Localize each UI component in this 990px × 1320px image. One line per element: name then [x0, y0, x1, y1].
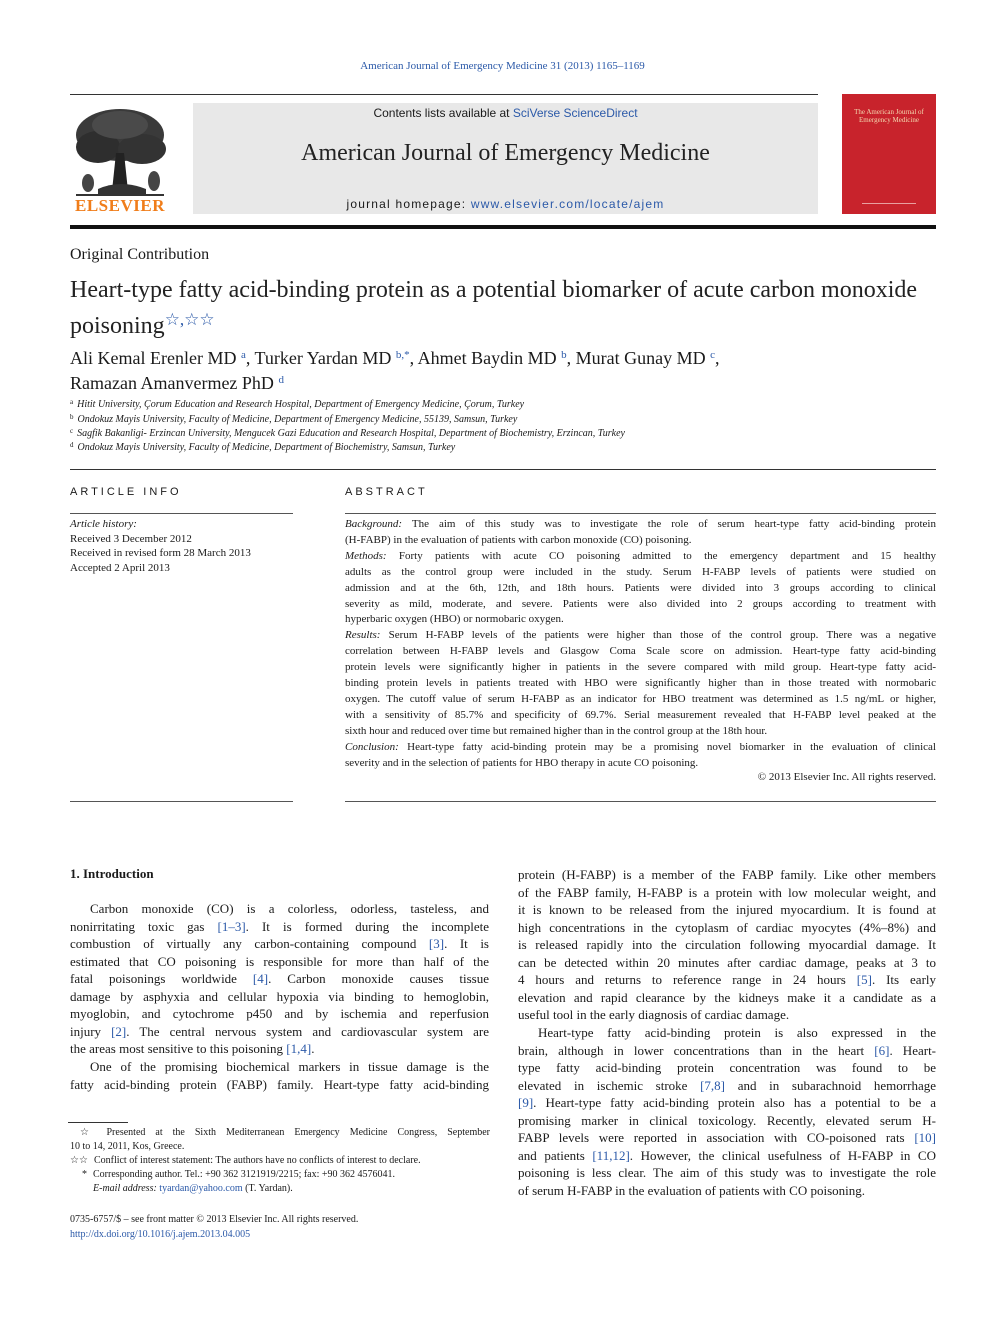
body-text: nonirritating toxic gas	[70, 918, 218, 934]
abstract-line-text: correlation between H-FABP levels and Glasgow Coma Scale score on admission. Heart-type fatty acid-binding	[345, 645, 936, 658]
body-line	[518, 1024, 936, 1041]
abstract-section-label: Results:	[345, 629, 381, 642]
author-affiliation-mark[interactable]: c	[710, 349, 716, 361]
body-text: . Its early	[871, 972, 937, 988]
abstract-line	[345, 532, 936, 548]
footnote-corresponding	[70, 1168, 490, 1182]
body-text: combustion of virtually any carbon-containing compound	[70, 936, 429, 952]
author-name: Turker Yardan MD	[254, 348, 392, 368]
affiliation-text: Ondokuz Mayis University, Faculty of Medicine, Department of Emergency Medicine, 55139, Samsun, Turkey	[77, 414, 518, 425]
abstract-rule	[345, 513, 936, 514]
abstract-line	[345, 516, 936, 532]
abstract-line-text: severity and in the selection of patients for HBO therapy in acute CO poisoning.	[345, 756, 699, 769]
author-affiliation-mark[interactable]: d	[278, 374, 284, 386]
body-text: fatal poisonings worldwide	[70, 971, 253, 987]
abstract-line-text: Forty patients with acute CO poisoning admitted to the emergency department and 15 healthy	[386, 549, 936, 562]
abstract-line	[345, 627, 936, 643]
body-text: useful tool in the early diagnosis of cardiac damage.	[518, 1007, 790, 1023]
body-text: FABP levels were reported in association with CO-poisoned rats	[518, 1130, 915, 1146]
footnote-mark: ☆	[80, 1127, 97, 1138]
article-info-heading: ARTICLE INFO	[70, 486, 182, 498]
affiliation-key: b	[70, 413, 74, 421]
author-name: Ahmet Baydin MD	[417, 348, 557, 368]
body-text: injury	[70, 1023, 112, 1039]
body-line	[70, 970, 489, 987]
body-line	[518, 901, 936, 918]
abstract-line-text: protein levels were significantly higher in patients in the severe compared with mild group. Heart-type fatty acid-	[345, 661, 936, 674]
journal-citation[interactable]: American Journal of Emergency Medicine 31 (2013) 1165–1169	[360, 60, 645, 72]
body-text: .	[311, 1041, 315, 1057]
author-affiliation-mark[interactable]: a	[240, 349, 246, 361]
email-link[interactable]: tyardan@yahoo.com	[159, 1183, 243, 1194]
body-text: . It is formed during the incomplete	[245, 918, 490, 934]
body-text: of serum H-FABP in the evaluation of patients with CO poisoning.	[518, 1182, 865, 1198]
citation-reference-link[interactable]: [3]	[428, 936, 445, 952]
journal-homepage	[193, 197, 818, 211]
body-text: elevated in ischemic stroke	[518, 1077, 701, 1093]
author-name: Ali Kemal Erenler MD	[70, 348, 237, 368]
body-line	[518, 919, 936, 936]
citation-reference-link[interactable]: [4]	[252, 971, 269, 987]
body-line	[518, 971, 936, 988]
body-text: elevation and rapid clearance by the kidneys make it a candidate as a	[518, 989, 936, 1005]
body-line	[518, 1042, 936, 1059]
body-text: and patients	[518, 1147, 593, 1163]
abstract-line-text: (H-FABP) in the evaluation of patients with carbon monoxide (CO) poisoning.	[345, 533, 692, 546]
abstract-line	[345, 691, 936, 707]
abstract-line-text: binding protein levels in patients treated with HBO were significantly higher than in those treated with normobaric	[345, 677, 936, 689]
abstract-section-label: Background:	[345, 518, 403, 530]
body-line	[518, 1077, 936, 1094]
abstract-line-text: Heart-type fatty acid-binding protein may be a promising novel biomarker in the evaluation of clinical	[398, 740, 936, 753]
journal-title: American Journal of Emergency Medicine	[301, 140, 710, 166]
body-text: . Carbon monoxide causes tissue	[268, 971, 489, 987]
body-line	[70, 1040, 489, 1057]
body-text: One of the promising biochemical markers in tissue damage is the	[90, 1058, 489, 1074]
body-line	[518, 1129, 936, 1146]
abstract-heading: ABSTRACT	[345, 486, 428, 498]
body-text: the areas most sensitive to this poisoning	[70, 1041, 287, 1057]
body-text: . Heart-type fatty acid-binding protein also has a potential to be a	[533, 1095, 936, 1111]
footnote-conflict-text: Conflict of interest statement: The authors have no conflicts of interest to declare.	[93, 1155, 421, 1166]
body-text: Heart-type fatty acid-binding protein is also expressed in the	[538, 1024, 936, 1040]
body-text: . The central nervous system and cardiovascular system are	[126, 1023, 489, 1039]
email-label: E-mail address:	[93, 1183, 157, 1194]
body-text: promising marker in clinical toxicology. Recently, elevated serum H-	[518, 1112, 936, 1128]
body-text: is released rapidly into the circulation following myocardial damage. It	[518, 937, 936, 953]
footnote-rule	[68, 1122, 128, 1123]
body-text: damage by asphyxia and cellular hypoxia via binding to hemoglobin,	[70, 988, 489, 1004]
author-separator: ,	[715, 348, 720, 368]
citation-reference-link[interactable]: [1,4]	[286, 1041, 312, 1057]
abstract-section-label: Methods:	[345, 549, 387, 562]
body-line	[70, 935, 489, 952]
author-separator: ,	[409, 348, 418, 368]
affiliation	[70, 413, 940, 425]
citation-reference-link[interactable]: [11,12]	[592, 1147, 630, 1163]
abstract-line-text: with a sensitivity of 85.7% and specificity of 69.7%. Serial measurement revealed that H-FABP level peaked at the	[345, 708, 936, 721]
affiliation-key: c	[70, 427, 74, 435]
article-info-end-rule	[70, 801, 293, 802]
affiliation-text: Ondokuz Mayis University, Faculty of Medicine, Department of Biochemistry, Samsun, Turkey	[77, 442, 456, 453]
affiliation-key: d	[70, 441, 74, 449]
author-separator: ,	[566, 348, 576, 368]
footnote-presented-text: Presented at the Sixth Mediterranean Emergency Medicine Congress, September	[106, 1127, 490, 1138]
abstract-line	[345, 707, 936, 723]
affiliation-key: a	[70, 398, 74, 406]
body-text: myoglobin, and cytochrome p450 and by ischemia and reperfusion	[70, 1006, 489, 1022]
header-thick-rule	[70, 225, 936, 229]
contents-line	[193, 106, 818, 120]
abstract-line-text: sixth hour and reduced over time but remained higher than in the control group at the 18th hour.	[345, 724, 768, 737]
abstract-line	[345, 548, 936, 564]
sciencedirect-link[interactable]: SciVerse ScienceDirect	[512, 106, 638, 120]
author-affiliation-mark[interactable]: b,*	[395, 349, 410, 361]
affiliation-text: Hitit University, Çorum Education and Research Hospital, Department of Emergency Medicine, Çorum, Turkey	[77, 399, 525, 410]
journal-cover-title: The American Journal of Emergency Medicine	[854, 108, 924, 124]
email-suffix: (T. Yardan).	[242, 1183, 293, 1194]
body-line	[518, 954, 936, 971]
body-line	[70, 1023, 489, 1040]
article-info-rule	[70, 513, 293, 514]
body-line	[70, 1058, 489, 1075]
body-line	[70, 1005, 489, 1022]
body-text: protein (H-FABP) is a member of the FABP family. Like other members	[518, 867, 936, 882]
body-text: fatty acid-binding protein (FABP) family. Heart-type fatty acid-binding	[70, 1076, 489, 1092]
body-line	[518, 866, 936, 883]
abstract-line-text: Serum H-FABP levels of the patients were higher than those of the control group. There was a negative	[380, 629, 936, 642]
body-line	[518, 1006, 936, 1023]
footnote-presented	[70, 1126, 490, 1140]
body-text: of the FABP family, H-FABP is a protein with low molecular weight, and	[518, 884, 936, 900]
abstract-line-text: oxygen. The cutoff value of serum H-FABP as an indicator for HBO treatment was determined as 1.5 ng/mL or higher,	[345, 692, 936, 705]
author-name: Ramazan Amanvermez PhD	[70, 373, 274, 393]
article-title-text: Heart-type fatty acid-binding protein as a potential biomarker of acute carbon monoxide poisoning	[70, 277, 918, 339]
body-text: 4 hours and returns to reference range in 24 hours	[518, 972, 857, 988]
citation-reference-link[interactable]: [6]	[874, 1042, 890, 1058]
header-rule	[70, 94, 818, 95]
author-list	[70, 344, 940, 394]
body-line	[70, 988, 489, 1005]
section-rule	[70, 469, 936, 470]
homepage-prefix: journal homepage:	[346, 197, 471, 211]
body-line	[518, 1112, 936, 1129]
article-history	[70, 517, 251, 575]
introduction-heading: 1. Introduction	[70, 866, 154, 881]
abstract-line	[345, 596, 936, 612]
body-line	[518, 936, 936, 953]
body-text: . However, the clinical usefulness of H-FABP in CO	[629, 1147, 936, 1163]
citation-reference-link[interactable]: [10]	[914, 1130, 936, 1146]
body-text: brain, although in lower concentrations than in the heart	[518, 1042, 875, 1058]
doi-link[interactable]: http://dx.doi.org/10.1016/j.ajem.2013.04.005	[70, 1229, 251, 1240]
body-line	[518, 1164, 936, 1181]
abstract-line	[345, 675, 936, 691]
abstract-line	[345, 611, 936, 627]
footnote-presented-cont: 10 to 14, 2011, Kos, Greece.	[70, 1141, 185, 1152]
abstract-line	[345, 564, 936, 580]
abstract-line-text: admission and at the 6th, 12th, and 18th hours. Patients were divided into 3 groups according to clinical	[345, 581, 936, 594]
body-line	[518, 989, 936, 1006]
author-name: Murat Gunay MD	[575, 348, 706, 368]
footnote-conflict	[70, 1154, 490, 1168]
abstract-line-text: The aim of this study was to investigate the role of serum heart-type fatty acid-binding protein	[402, 518, 936, 530]
affiliation	[70, 427, 940, 439]
body-line	[518, 1182, 936, 1199]
abstract-line	[345, 723, 936, 739]
abstract-line	[345, 739, 936, 755]
body-text: poisoning is less clear. The aim of this study was to investigate the role	[518, 1165, 936, 1181]
abstract-end-rule	[345, 801, 936, 802]
affiliation	[70, 398, 940, 410]
citation-reference-link[interactable]: [1–3]	[217, 918, 246, 934]
homepage-link[interactable]: www.elsevier.com/locate/ajem	[470, 197, 665, 211]
body-text: can be detected within 20 minutes after cardiac damage, peaks at 3 to	[518, 954, 936, 970]
section-type: Original Contribution	[70, 246, 210, 263]
affiliation	[70, 441, 940, 453]
footnote-mark: ☆☆	[70, 1155, 88, 1166]
journal-cover-rule	[862, 203, 916, 204]
footnote-corresponding-text: Corresponding author. Tel.: +90 362 3121919/2215; fax: +90 362 4576041.	[93, 1169, 396, 1180]
footnote-mark: *	[82, 1169, 87, 1180]
abstract-line-text: hyperbaric oxygen (HBO) or normobaric oxygen.	[345, 613, 564, 626]
citation-reference-link[interactable]: [7,8]	[700, 1077, 726, 1093]
body-text: . It is	[444, 936, 489, 952]
elsevier-wordmark: ELSEVIER	[75, 196, 165, 215]
article-title	[70, 275, 940, 341]
body-line	[518, 1147, 936, 1164]
abstract-line	[345, 643, 936, 659]
body-text: type fatty acid-binding protein concentration was found to be	[518, 1060, 936, 1076]
received-date: Received 3 December 2012	[70, 532, 192, 545]
body-text: . Heart-	[889, 1042, 937, 1058]
body-line	[70, 1076, 489, 1093]
affiliation-text: Sagfik Bakanligi- Erzincan University, Mengucek Gazi Education and Research Hospital, Department of Biochemistry, Erzincan, Turkey	[77, 428, 625, 439]
abstract-section-label: Conclusion:	[345, 740, 399, 753]
history-label: Article history:	[70, 518, 137, 530]
body-line	[518, 884, 936, 901]
abstract-line	[345, 659, 936, 675]
accepted-date: Accepted 2 April 2013	[70, 561, 170, 574]
body-text: high concentrations in the cytoplasm of cardiac myocytes (4%–8%) and	[518, 919, 936, 935]
revised-date: Received in revised form 28 March 2013	[70, 547, 251, 559]
body-text: Carbon monoxide (CO) is a colorless, odorless, tasteless, and	[90, 901, 489, 916]
contents-prefix: Contents lists available at	[373, 106, 513, 120]
citation-reference-link[interactable]: [2]	[111, 1023, 127, 1039]
citation-reference-link[interactable]: [9]	[518, 1095, 534, 1111]
abstract-line-text: adults as the control group were included in the study. Serum H-FABP levels of patients were studied on	[345, 565, 936, 578]
footnote-email	[70, 1182, 490, 1196]
citation-reference-link[interactable]: [5]	[856, 972, 872, 988]
body-line	[70, 900, 489, 917]
body-line	[70, 918, 489, 935]
abstract-line	[345, 580, 936, 596]
author-separator: ,	[245, 348, 255, 368]
body-line	[518, 1094, 936, 1111]
title-footnote-marks[interactable]: ☆,☆☆	[164, 310, 215, 329]
author-affiliation-mark[interactable]: b	[561, 349, 567, 361]
abstract-line	[345, 755, 936, 771]
abstract-line-text: severity as mild, moderate, and severe. Patients were also divided into 2 groups according to treatment with	[345, 597, 936, 610]
body-line	[70, 953, 489, 970]
abstract-copyright: © 2013 Elsevier Inc. All rights reserved.	[757, 771, 936, 783]
body-line	[518, 1059, 936, 1076]
body-text: it is known to be released from the injured myocardium. It is found at	[518, 902, 936, 918]
front-matter: 0735-6757/$ – see front matter © 2013 Elsevier Inc. All rights reserved.	[70, 1214, 359, 1225]
body-text: estimated that CO poisoning is responsible for more than half of the	[70, 953, 489, 969]
body-text: and in subarachnoid hemorrhage	[725, 1077, 936, 1093]
